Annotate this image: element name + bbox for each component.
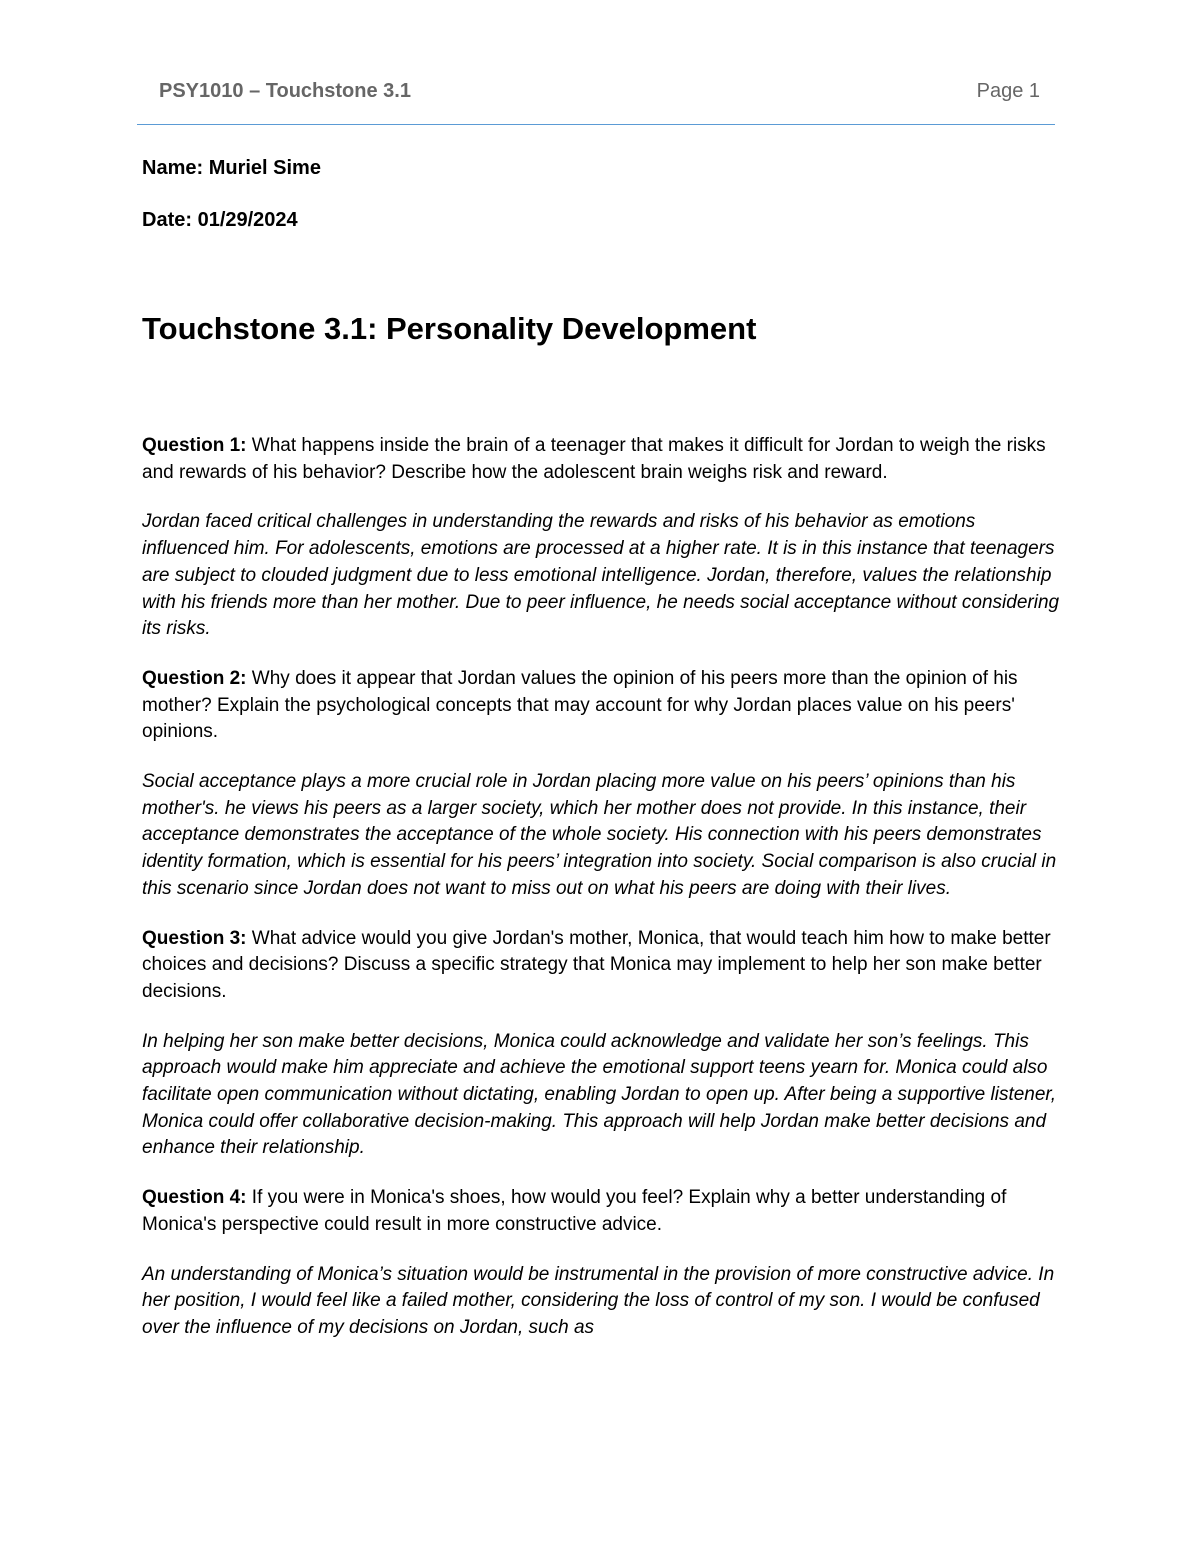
header-page-number: Page 1 [976,80,1040,102]
document-title: Touchstone 3.1: Personality Development [142,311,757,346]
submission-date: Date: 01/29/2024 [142,209,298,231]
answer-2: Social acceptance plays a more crucial role in Jordan placing more value on his peers’ opinions than his mother's. he views his peers as a larger society, which her mother does not provide. In this instance, their acceptance demonstrates the acceptance of the whole society. His connection with his peers demonstrates identity formation, which is essential for his peers’ integration into society. Social comparison is also crucial in this scenario since Jordan does not want to miss out on what his peers are doing with their lives. [142,771,1057,899]
header-course-title: PSY1010 – Touchstone 3.1 [159,80,411,102]
question-4 [142,1185,1067,1238]
question-text: What happens inside the brain of a teenager that makes it difficult for Jordan to weigh the risks and rewards of his behavior? Describe how the adolescent brain weighs risk and reward. [142,435,1046,483]
question-3 [142,926,1067,1006]
question-text: Why does it appear that Jordan values the opinion of his peers more than the opinion of his mother? Explain the psychological concepts that may account for why Jordan places value on his peers' opinions. [142,667,1018,743]
question-label: Question 1: [142,435,247,456]
answer-3: In helping her son make better decisions, Monica could acknowledge and validate her son’s feelings. This approach would make him appreciate and achieve the emotional support teens yearn for. Monica could also facilitate open communication without dictating, enabling Jordan to open up. After being a supportive listener, Monica could offer collaborative decision-making. This approach will help Jordan make better decisions and enhance their relationship. [142,1030,1056,1159]
answer-4: An understanding of Monica’s situation would be instrumental in the provision of more constructive advice. In her position, I would feel like a failed mother, considering the loss of control of my son. I would be confused over the influence of my decisions on Jordan, such as [142,1263,1055,1338]
question-label: Question 4: [142,1187,247,1209]
question-text: What advice would you give Jordan's mother, Monica, that would teach him how to make better choices and decisions? Discuss a specific strategy that Monica may implement to help her son make better decisions. [142,927,1051,1002]
page-header [159,80,1040,110]
question-text: If you were in Monica's shoes, how would you feel? Explain why a better understanding of Monica's perspective could result in more constructive advice. [142,1187,1007,1235]
header-divider [137,124,1055,125]
answer-1: Jordan faced critical challenges in understanding the rewards and risks of his behavior as emotions influenced him. For adolescents, emotions are processed at a higher rate. It is in this instance that teenagers are subject to clouded judgment due to less emotional intelligence. Jordan, therefore, values the relationship with his friends more than her mother. Due to peer influence, he needs social acceptance without considering its risks. [142,511,1060,640]
document-body [142,433,1067,1365]
student-name: Name: Muriel Sime [142,157,321,179]
question-label: Question 2: [142,667,247,689]
question-2 [142,666,1067,746]
question-label: Question 3: [142,927,247,949]
question-1 [142,433,1067,486]
